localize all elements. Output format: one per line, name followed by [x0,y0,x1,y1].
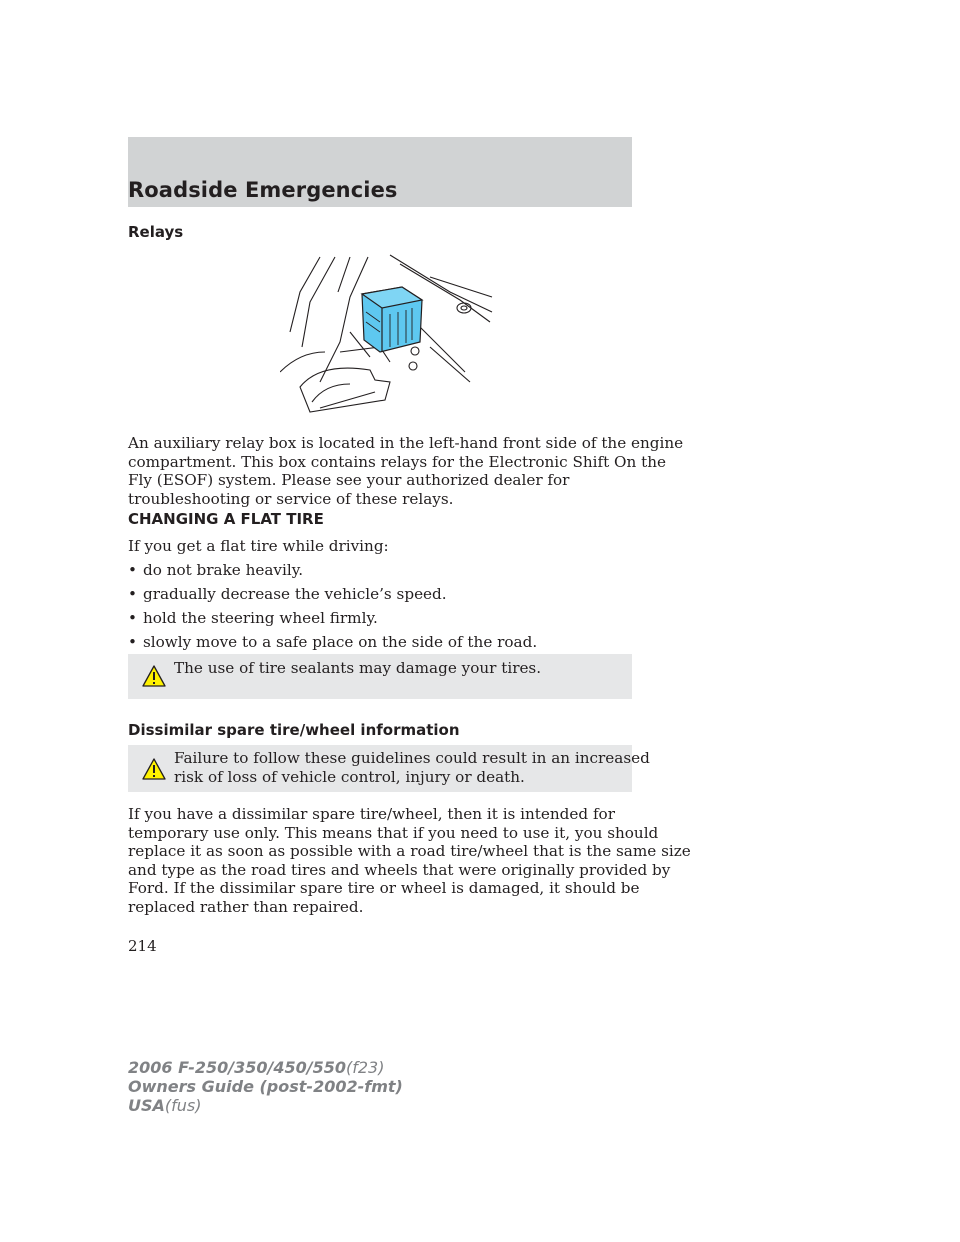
warning-triangle-icon [142,757,166,781]
warning-line: risk of loss of vehicle control, injury or death. [174,767,525,786]
warning-triangle-icon [142,664,166,688]
list-item: • slowly move to a safe place on the side of the road. [128,633,538,651]
page-title: Roadside Emergencies [128,178,398,202]
spare-line: Ford. If the dissimilar spare tire or wheel is damaged, it should be [128,879,640,897]
footer-line-2: Owners Guide (post-2002-fmt) [128,1077,403,1096]
warning-line: Failure to follow these guidelines could result in an increased [174,749,650,767]
list-item: • hold the steering wheel firmly. [128,609,378,627]
spare-line: temporary use only. This means that if you need to use it, you should [128,823,659,842]
spare-line: and type as the road tires and wheels that were originally provided by [128,860,671,879]
spare-heading: Dissimilar spare tire/wheel information [128,721,460,739]
spare-warning [128,745,650,792]
footer-line-1: 2006 F-250/350/450/550(f23) [128,1058,385,1077]
relays-line: troubleshooting or service of these relays. [128,489,454,508]
footer [128,1058,403,1115]
warning-text [174,749,650,786]
relays-paragraph [128,434,684,508]
relays-line: compartment. This box contains relays for the Electronic Shift On the [128,452,666,471]
spare-line: If you have a dissimilar spare tire/wheel, then it is intended for [128,805,615,823]
relays-heading: Relays [128,223,184,241]
tire-sealant-warning [128,654,632,699]
spare-line: replaced rather than repaired. [128,897,364,916]
list-item: • gradually decrease the vehicle’s speed. [128,585,447,603]
warning-text: The use of tire sealants may damage your tires. [174,659,542,677]
relays-line: An auxiliary relay box is located in the left-hand front side of the engine [128,434,684,452]
flat-tire-intro: If you get a flat tire while driving: [128,537,389,555]
footer-line-3: USA(fus) [128,1096,202,1115]
relays-line: Fly (ESOF) system. Please see your authorized dealer for [128,471,570,489]
spare-paragraph [128,805,691,916]
flat-tire-heading: CHANGING A FLAT TIRE [128,510,324,528]
spare-line: replace it as soon as possible with a road tire/wheel that is the same size [128,842,691,860]
page-number: 214 [128,937,157,955]
relay-box-blue [362,287,422,352]
relay-box-illustration [280,252,500,422]
list-item: • do not brake heavily. [128,561,304,579]
